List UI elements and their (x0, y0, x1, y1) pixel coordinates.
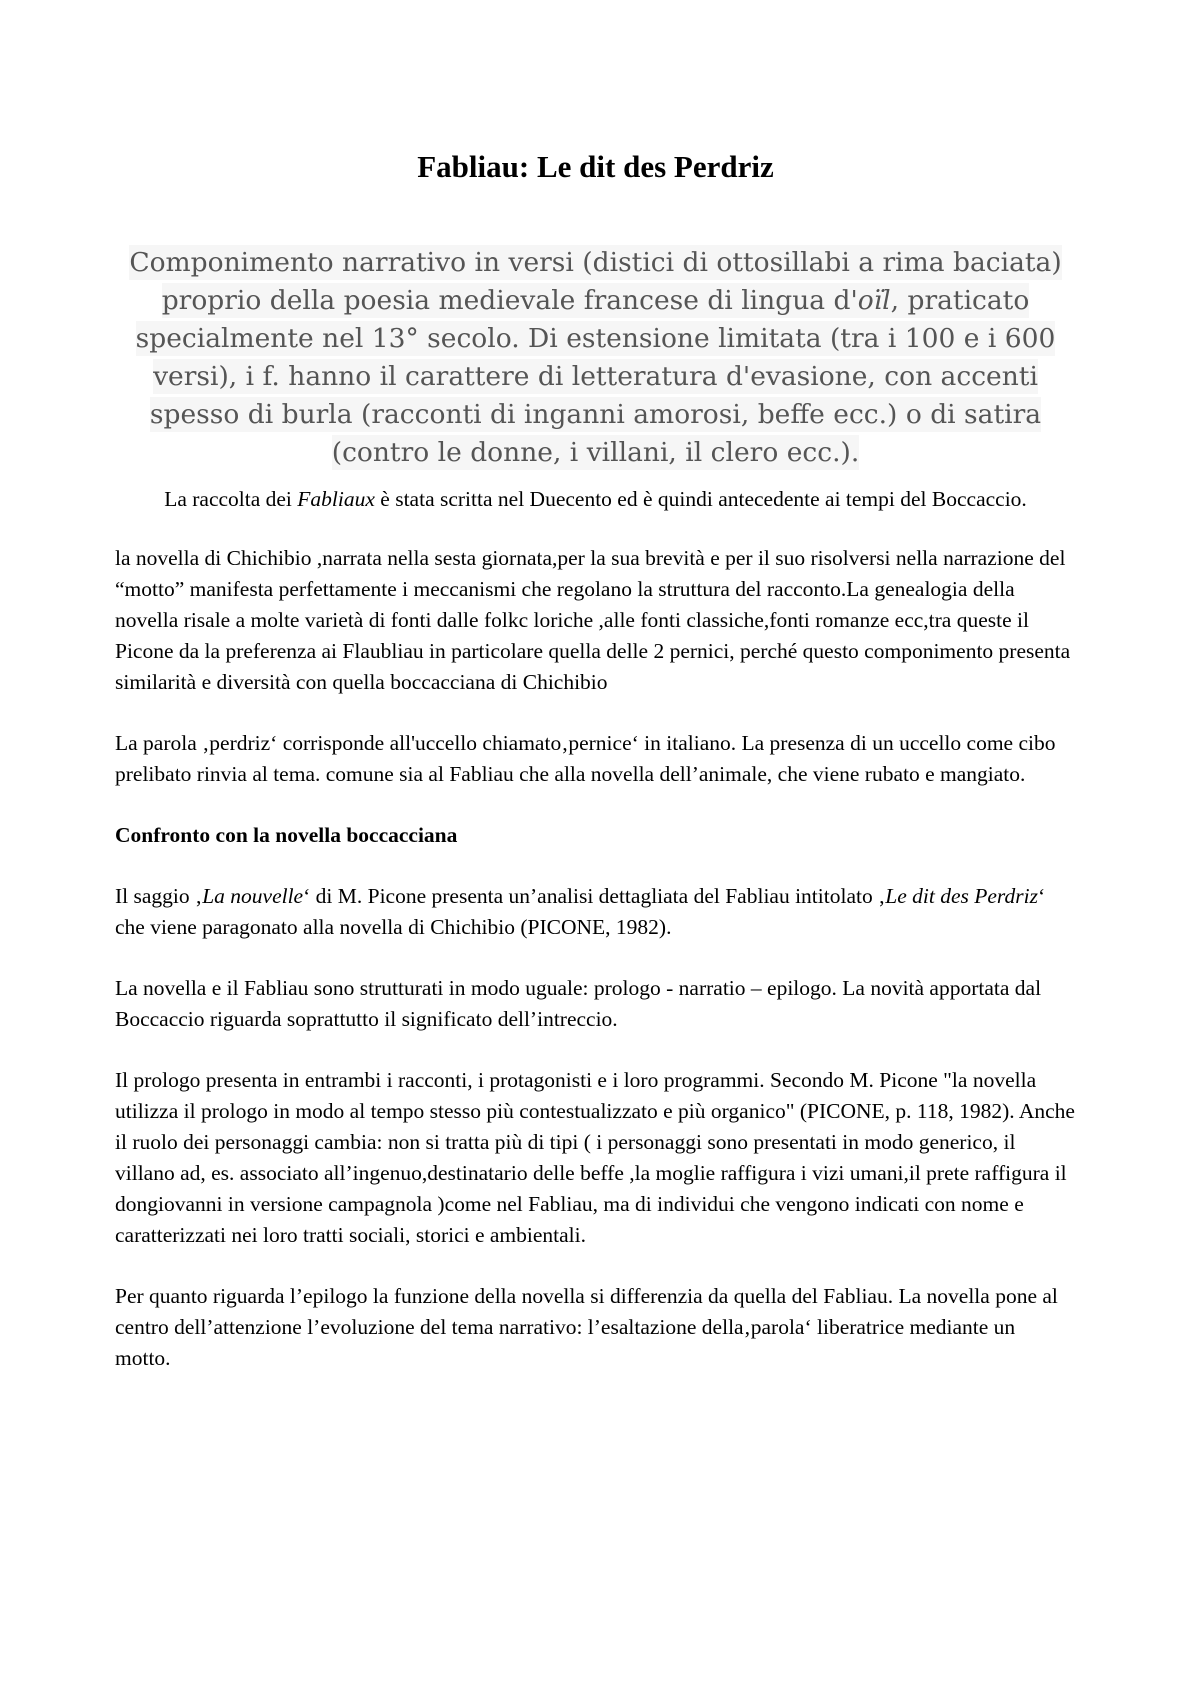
epilogo-paragraph: Per quanto riguarda l’epilogo la funzione della novella si differenzia da quella del Fabliau. La novella pone al centro dell’attenzione l’evoluzione del tema narrativo: l’esaltazione della‚parola‘ liberatrice mediante un motto. (115, 1284, 1058, 1370)
perdriz-paragraph: La parola ‚perdriz‘ corrisponde all'uccello chiamato‚pernice‘ in italiano. La presenza di un uccello come cibo prelibato rinvia al tema. comune sia al Fabliau che alla novella dell’animale, che viene rubato e mangiato. (115, 731, 1056, 786)
chichibio-paragraph: la novella di Chichibio ,narrata nella sesta giornata,per la sua brevità e per il suo risolversi nella narrazione del “motto” manifesta perfettamente i meccanismi che regolano la struttura del racconto.La genealogia della novella risale a molte varietà di fonti dalle folkc loriche ,alle fonti classiche,fonti romanze ecc,tra queste il Picone da la preferenza ai Flaubliau in particolare quella delle 2 pernici, perché questo componimento presenta similarità e diversità con quella boccacciana di Chichibio (115, 546, 1071, 694)
fabliaux-italic: Fabliaux (297, 487, 375, 511)
intro-text-2: , praticato specialmente nel 13° secolo. Di estensione limitata (tra i 100 e i 600 versi), i f. hanno il carattere di letteratura d'evasione, con accenti spesso di burla (racconti di inganni amorosi, beffe ecc.) o di satira (contro le donne, i villani, il clero ecc.). (135, 285, 1056, 468)
saggio-text-2: ‘ di M. Picone presenta un’analisi dettagliata del Fabliau intitolato ‚ (303, 884, 886, 908)
document-title: Fabliau: Le dit des Perdriz (417, 149, 774, 184)
fabliaux-paragraph (115, 484, 1076, 515)
saggio-text-1: Il saggio ‚ (115, 884, 203, 908)
saggio-text-3: ‘ che viene paragonato alla novella di Chichibio (PICONE, 1982). (115, 884, 1046, 939)
fabliaux-text-after: è stata scritta nel Duecento ed è quindi antecedente ai tempi del Boccaccio. (374, 487, 1027, 511)
saggio-paragraph (115, 881, 1076, 943)
fabliaux-text-before: La raccolta dei (164, 487, 298, 511)
intro-paragraph (115, 244, 1076, 472)
saggio-italic-1: La nouvelle (202, 884, 304, 908)
intro-italic-oil: oïl (857, 285, 891, 316)
prologo-paragraph: Il prologo presenta in entrambi i racconti, i protagonisti e i loro programmi. Secondo M. Picone "la novella utilizza il prologo in modo al tempo stesso più contestualizzato e più organico" (PICONE, p. 118, 1982). Anche il ruolo dei personaggi cambia: non si tratta più di tipi ( i personaggi sono presentati in modo generico, il villano ad, es. associato all’ingenuo,destinatario delle beffe ,la moglie raffigura i vizi umani,il prete raffigura il dongiovanni in versione campagnola )come nel Fabliau, ma di individui che vengono indicati con nome e caratterizzati nei loro tratti sociali, storici e ambientali. (115, 1068, 1075, 1247)
structure-paragraph: La novella e il Fabliau sono strutturati in modo uguale: prologo - narratio – epilogo. La novità apportata dal Boccaccio riguarda soprattutto il significato dell’intreccio. (115, 976, 1042, 1031)
intro-highlight (129, 245, 1061, 470)
saggio-italic-2: Le dit des Perdriz (885, 884, 1038, 908)
section-heading: Confronto con la novella boccacciana (115, 823, 458, 847)
intro-text-1: Componimento narrativo in versi (distici di ottosillabi a rima baciata) proprio della poesia medievale francese di lingua d' (129, 247, 1062, 316)
